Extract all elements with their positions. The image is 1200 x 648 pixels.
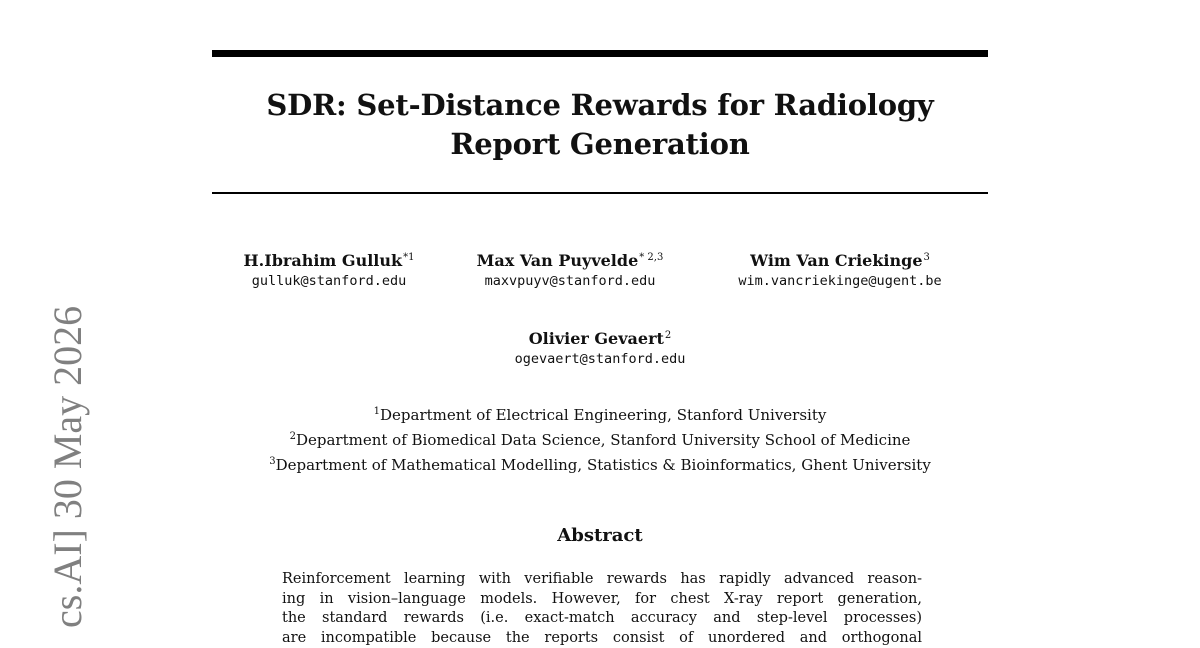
- author-name: Max Van Puyvelde$^{* 2,3}$: [476, 251, 664, 270]
- title-line-1: SDR: Set-Distance Rewards for Radiology: [266, 88, 934, 122]
- abstract-line: are incompatible because the reports consist of unordered and orthogonal: [282, 629, 922, 646]
- author-block: [702, 248, 978, 291]
- author-block: [452, 248, 688, 291]
- abstract-line: Reinforcement learning with verifiable rewards has rapidly advanced reason-: [282, 571, 922, 587]
- title-line-2: Report Generation: [450, 127, 750, 161]
- author-marker: 3: [923, 252, 930, 263]
- author-block: [450, 326, 750, 369]
- abstract-body: [282, 570, 922, 648]
- author-email[interactable]: wim.vancriekinge@ugent.be: [738, 273, 942, 289]
- affiliations: [150, 401, 1050, 476]
- affiliation-line: $^2$Department of Biomedical Data Science, Stanford University School of Medicine: [289, 431, 911, 449]
- author-name: Olivier Gevaert$^2$: [528, 329, 672, 348]
- author-email[interactable]: maxvpuyv@stanford.edu: [484, 273, 656, 289]
- affiliation-line: $^3$Department of Mathematical Modelling, Statistics & Bioinformatics, Ghent University: [269, 456, 931, 474]
- abstract-heading: Abstract: [557, 525, 643, 546]
- author-marker: * 2,3: [639, 252, 664, 263]
- author-email[interactable]: ogevaert@stanford.edu: [514, 351, 686, 367]
- arxiv-sidebar-stamp: cs.AI] 30 May 2026: [45, 305, 90, 628]
- abstract-line: the standard rewards (i.e. exact-match accuracy and step-level processes): [282, 610, 922, 626]
- author-marker: *1: [403, 252, 415, 263]
- abstract-line: ing in vision–language models. However, for chest X-ray report generation,: [282, 590, 922, 607]
- author-name: H.Ibrahim Gulluk$^{*1}$: [243, 251, 415, 270]
- author-email[interactable]: gulluk@stanford.edu: [251, 273, 407, 289]
- author-name: Wim Van Criekinge$^3$: [750, 251, 930, 270]
- author-marker: 2: [664, 330, 672, 341]
- title-top-rule: [212, 50, 988, 57]
- paper-title: [212, 86, 988, 164]
- affiliation-line: $^1$Department of Electrical Engineering, Stanford University: [373, 406, 827, 424]
- title-bottom-rule: [212, 192, 988, 194]
- author-block: [222, 248, 436, 291]
